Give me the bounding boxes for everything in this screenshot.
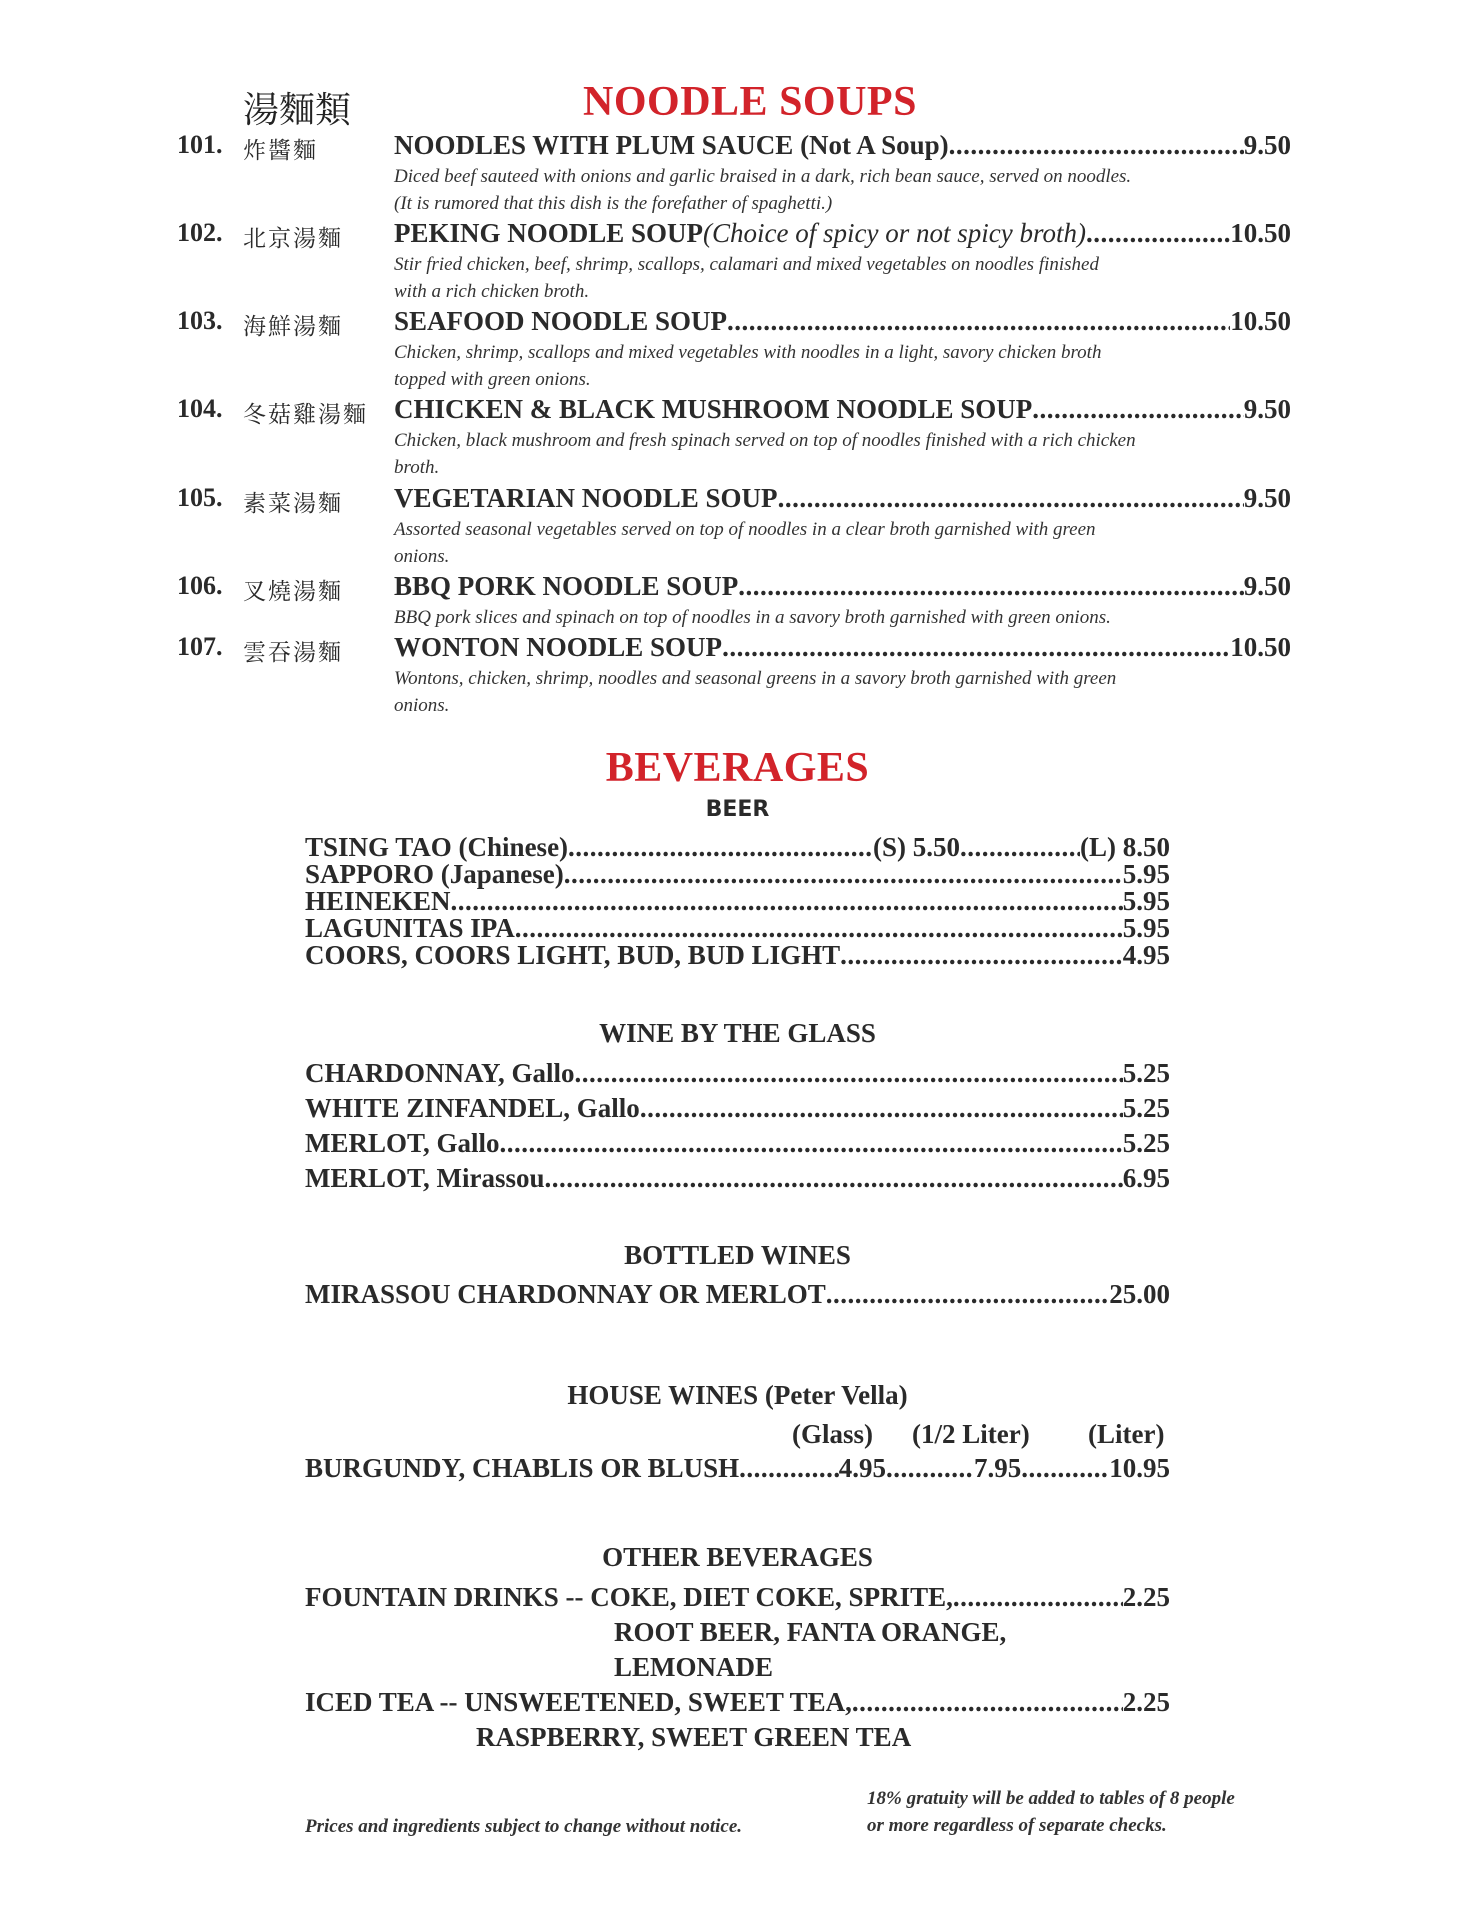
dot-leader	[1021, 1453, 1109, 1484]
fountain-drinks-line2: ROOT BEER, FANTA ORANGE,	[614, 1617, 1007, 1647]
noodle-item-row	[394, 130, 1291, 161]
house-price-half: 7.95	[974, 1453, 1022, 1483]
fountain-drinks-row	[305, 1582, 1170, 1613]
item-chinese-name: 雲吞湯麵	[243, 640, 343, 666]
item-price: 9.50	[1243, 394, 1291, 424]
item-description-line2: onions.	[394, 695, 450, 716]
item-number: 107.	[177, 632, 223, 661]
beer-price: 5.95	[1122, 913, 1170, 943]
item-number: 105.	[177, 483, 223, 512]
item-price: 9.50	[1243, 130, 1291, 160]
wine-glass-heading: WINE BY THE GLASS	[599, 1018, 876, 1048]
noodle-item-row	[394, 483, 1291, 514]
gratuity-notice-line1: 18% gratuity will be added to tables of 8 people	[867, 1788, 1235, 1809]
wine-row	[305, 1163, 1170, 1194]
item-name: CHICKEN & BLACK MUSHROOM NOODLE SOUP	[394, 394, 1033, 424]
item-description-line2: onions.	[394, 546, 450, 567]
beer-name: TSING TAO (Chinese)	[305, 832, 569, 862]
dot-leader	[949, 130, 1244, 161]
iced-tea-price: 2.25	[1122, 1687, 1170, 1717]
item-description-line1: Assorted seasonal vegetables served on top of noodles in a clear broth garnished with green	[394, 519, 1096, 540]
wine-row	[305, 1093, 1170, 1124]
wine-row	[305, 1058, 1170, 1089]
noodle-chinese-title: 湯麵類	[243, 90, 352, 131]
wine-row	[305, 1128, 1170, 1159]
dot-leader	[826, 1279, 1109, 1310]
iced-tea-text: ICED TEA -- UNSWEETENED, SWEET TEA,	[305, 1687, 852, 1717]
item-price: 10.50	[1230, 306, 1291, 336]
item-chinese-name: 叉燒湯麵	[243, 579, 343, 605]
item-name: VEGETARIAN NOODLE SOUP	[394, 483, 778, 513]
item-description-line2: with a rich chicken broth.	[394, 281, 590, 302]
beer-name: HEINEKEN	[305, 886, 451, 916]
item-description-line2: topped with green onions.	[394, 369, 591, 390]
house-price-liter: 10.95	[1109, 1453, 1170, 1483]
dot-leader	[840, 940, 1123, 971]
noodle-soups-title: NOODLE SOUPS	[583, 79, 917, 125]
beer-price: 5.95	[1122, 859, 1170, 889]
item-option-note: (Choice of spicy or not spicy broth)	[703, 218, 1086, 248]
wine-price: 5.25	[1122, 1058, 1170, 1088]
beer-name: SAPPORO (Japanese)	[305, 859, 564, 889]
dot-leader	[886, 1453, 974, 1484]
item-description-line1: BBQ pork slices and spinach on top of noodles in a savory broth garnished with green onions.	[394, 607, 1111, 628]
wine-price: 5.25	[1122, 1128, 1170, 1158]
dot-leader	[739, 1453, 839, 1484]
house-price-glass: 4.95	[838, 1453, 886, 1483]
item-chinese-name: 炸醬麵	[243, 138, 318, 164]
wine-name: CHARDONNAY, Gallo	[305, 1058, 575, 1088]
dot-leader	[500, 1128, 1123, 1159]
other-beverages-heading: OTHER BEVERAGES	[602, 1542, 873, 1572]
beer-price-large: (L) 8.50	[1080, 832, 1170, 862]
dot-leader	[722, 632, 1230, 663]
item-chinese-name: 海鮮湯麵	[243, 314, 343, 340]
noodle-item-row	[394, 306, 1291, 337]
beer-price: 5.95	[1122, 886, 1170, 916]
item-chinese-name: 冬菇雞湯麵	[243, 402, 368, 428]
item-name: SEAFOOD NOODLE SOUP	[394, 306, 728, 336]
beer-price-small: (S) 5.50	[873, 832, 960, 862]
house-col-half-liter: (1/2 Liter)	[912, 1419, 1030, 1449]
dot-leader	[545, 1163, 1123, 1194]
dot-leader	[738, 571, 1243, 602]
wine-name: WHITE ZINFANDEL, Gallo	[305, 1093, 640, 1123]
noodle-item-row	[394, 218, 1291, 249]
item-number: 102.	[177, 218, 223, 247]
dot-leader	[953, 1582, 1123, 1613]
item-description-line1: Chicken, black mushroom and fresh spinach served on top of noodles finished with a rich chicken	[394, 430, 1136, 451]
item-number: 106.	[177, 571, 223, 600]
noodle-item-row	[394, 632, 1291, 663]
house-col-liter: (Liter)	[1088, 1419, 1165, 1449]
bottled-wine-price: 25.00	[1109, 1279, 1170, 1309]
beer-name: COORS, COORS LIGHT, BUD, BUD LIGHT	[305, 940, 841, 970]
wine-price: 5.25	[1122, 1093, 1170, 1123]
item-price: 10.50	[1230, 632, 1291, 662]
item-name: BBQ PORK NOODLE SOUP	[394, 571, 739, 601]
item-description-line1: Wontons, chicken, shrimp, noodles and seasonal greens in a savory broth garnished with green	[394, 668, 1117, 689]
dot-leader	[575, 1058, 1123, 1089]
item-name: NOODLES WITH PLUM SAUCE (Not A Soup)	[394, 130, 949, 160]
item-price: 9.50	[1243, 571, 1291, 601]
item-description-line1: Diced beef sauteed with onions and garlic braised in a dark, rich bean sauce, served on noodles.	[394, 166, 1132, 187]
wine-name: MERLOT, Gallo	[305, 1128, 500, 1158]
noodle-item-row	[394, 394, 1291, 425]
dot-leader	[640, 1093, 1123, 1124]
dot-leader	[1032, 394, 1243, 425]
wine-name: MERLOT, Mirassou	[305, 1163, 545, 1193]
dot-leader	[778, 483, 1244, 514]
fountain-drinks-line3: LEMONADE	[614, 1652, 774, 1682]
item-number: 104.	[177, 394, 223, 423]
item-chinese-name: 素菜湯麵	[243, 491, 343, 517]
beer-row	[305, 940, 1170, 971]
house-wine-row	[305, 1453, 1170, 1484]
item-number: 103.	[177, 306, 223, 335]
item-description-line2: broth.	[394, 457, 440, 478]
beverages-title: BEVERAGES	[605, 745, 870, 791]
item-name: PEKING NOODLE SOUP	[394, 218, 704, 248]
beer-price: 4.95	[1122, 940, 1170, 970]
wine-price: 6.95	[1122, 1163, 1170, 1193]
iced-tea-row	[305, 1687, 1170, 1718]
item-chinese-name: 北京湯麵	[243, 226, 343, 252]
fountain-drinks-price: 2.25	[1122, 1582, 1170, 1612]
item-description-line1: Chicken, shrimp, scallops and mixed vegetables with noodles in a light, savory chicken broth	[394, 342, 1102, 363]
gratuity-notice-line2: or more regardless of separate checks.	[867, 1815, 1167, 1836]
item-price: 10.50	[1230, 218, 1291, 248]
house-wines-heading: HOUSE WINES (Peter Vella)	[567, 1380, 908, 1410]
dot-leader	[1086, 218, 1230, 249]
bottled-wine-name: MIRASSOU CHARDONNAY OR MERLOT	[305, 1279, 826, 1309]
bottled-wine-row	[305, 1279, 1170, 1310]
item-name: WONTON NOODLE SOUP	[394, 632, 723, 662]
noodle-item-row	[394, 571, 1291, 602]
dot-leader	[727, 306, 1230, 337]
beer-heading: BEER	[705, 797, 770, 822]
house-wine-name: BURGUNDY, CHABLIS OR BLUSH	[305, 1453, 740, 1483]
price-change-notice: Prices and ingredients subject to change without notice.	[305, 1816, 743, 1837]
dot-leader	[852, 1687, 1123, 1718]
item-number: 101.	[177, 130, 223, 159]
item-description-line1: Stir fried chicken, beef, shrimp, scallops, calamari and mixed vegetables on noodles finished	[394, 254, 1099, 275]
item-description-line2: (It is rumored that this dish is the forefather of spaghetti.)	[394, 193, 833, 214]
fountain-drinks-text: FOUNTAIN DRINKS -- COKE, DIET COKE, SPRITE,	[305, 1582, 953, 1612]
beer-name: LAGUNITAS IPA	[305, 913, 515, 943]
bottled-wines-heading: BOTTLED WINES	[624, 1240, 851, 1270]
item-price: 9.50	[1243, 483, 1291, 513]
house-col-glass: (Glass)	[792, 1419, 873, 1449]
iced-tea-line2: RASPBERRY, SWEET GREEN TEA	[476, 1722, 912, 1752]
